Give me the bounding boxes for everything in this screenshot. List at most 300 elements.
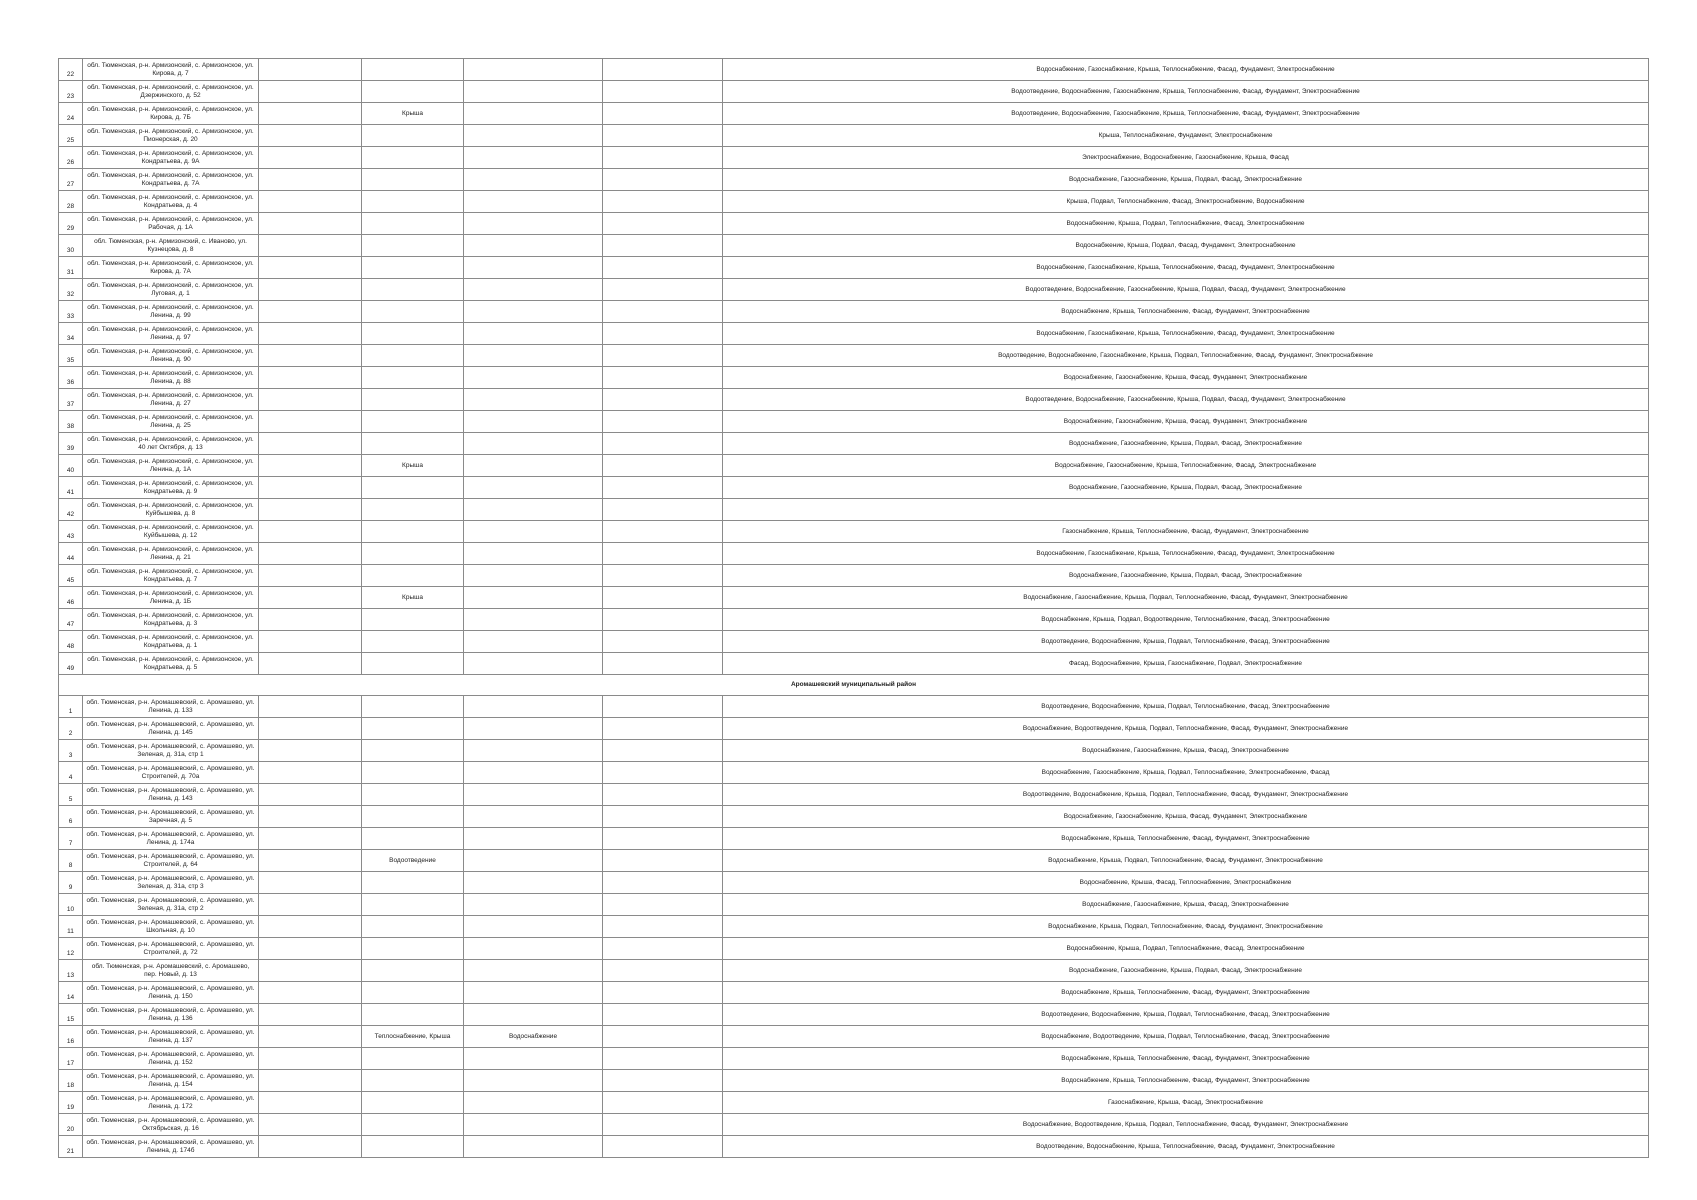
column-5-cell bbox=[464, 301, 603, 323]
address-cell: обл. Тюменская, р-н. Армизонский, с. Армизонское, ул. Кондратьева, д. 7А bbox=[83, 169, 259, 191]
row-number-cell: 16 bbox=[59, 1026, 83, 1048]
address-cell: обл. Тюменская, р-н. Армизонский, с. Армизонское, ул. Ленина, д. 1Б bbox=[83, 587, 259, 609]
table-row bbox=[59, 784, 1649, 806]
table-row bbox=[59, 389, 1649, 411]
column-6-cell bbox=[603, 1070, 723, 1092]
address-cell: обл. Тюменская, р-н. Аромашевский, с. Аромашево, ул. Ленина, д. 136 bbox=[83, 1004, 259, 1026]
column-3-cell bbox=[259, 103, 362, 125]
column-5-cell bbox=[464, 367, 603, 389]
address-cell: обл. Тюменская, р-н. Армизонский, с. Армизонское, ул. Кондратьева, д. 3 bbox=[83, 609, 259, 631]
column-3-cell bbox=[259, 1048, 362, 1070]
address-cell: обл. Тюменская, р-н. Армизонский, с. Армизонское, ул. Кондратьева, д. 1 bbox=[83, 631, 259, 653]
column-4-cell: Водоотведение bbox=[362, 850, 464, 872]
table-row bbox=[59, 1114, 1649, 1136]
table-row bbox=[59, 828, 1649, 850]
column-5-cell bbox=[464, 653, 603, 675]
table-row bbox=[59, 543, 1649, 565]
table-row bbox=[59, 235, 1649, 257]
table-row bbox=[59, 81, 1649, 103]
table-row bbox=[59, 125, 1649, 147]
column-6-cell bbox=[603, 411, 723, 433]
column-4-cell: Крыша bbox=[362, 455, 464, 477]
address-cell: обл. Тюменская, р-н. Армизонский, с. Армизонское, ул. Дзержинского, д. 52 bbox=[83, 81, 259, 103]
column-6-cell bbox=[603, 301, 723, 323]
column-3-cell bbox=[259, 257, 362, 279]
column-5-cell bbox=[464, 543, 603, 565]
column-5-cell bbox=[464, 323, 603, 345]
row-number-cell: 9 bbox=[59, 872, 83, 894]
row-number-cell: 41 bbox=[59, 477, 83, 499]
column-3-cell bbox=[259, 125, 362, 147]
column-4-cell bbox=[362, 894, 464, 916]
table-row bbox=[59, 872, 1649, 894]
address-cell: обл. Тюменская, р-н. Армизонский, с. Армизонское, ул. Кирова, д. 7Б bbox=[83, 103, 259, 125]
column-6-cell bbox=[603, 631, 723, 653]
address-cell: обл. Тюменская, р-н. Армизонский, с. Армизонское, ул. Кирова, д. 7 bbox=[83, 59, 259, 81]
address-cell: обл. Тюменская, р-н. Аромашевский, с. Аромашево, ул. Ленина, д. 172 bbox=[83, 1092, 259, 1114]
column-3-cell bbox=[259, 806, 362, 828]
column-6-cell bbox=[603, 147, 723, 169]
table-row bbox=[59, 345, 1649, 367]
work-types-cell: Водоотведение, Водоснабжение, Газоснабжение, Крыша, Теплоснабжение, Фасад, Фундамент, Электроснабжение bbox=[723, 103, 1649, 125]
address-cell: обл. Тюменская, р-н. Аромашевский, с. Аромашево, ул. Ленина, д. 137 bbox=[83, 1026, 259, 1048]
table-row bbox=[59, 411, 1649, 433]
column-5-cell bbox=[464, 1004, 603, 1026]
column-6-cell bbox=[603, 191, 723, 213]
table-row bbox=[59, 894, 1649, 916]
column-5-cell bbox=[464, 433, 603, 455]
row-number-cell: 35 bbox=[59, 345, 83, 367]
column-6-cell bbox=[603, 784, 723, 806]
table-row bbox=[59, 1004, 1649, 1026]
table-row bbox=[59, 762, 1649, 784]
column-6-cell bbox=[603, 1114, 723, 1136]
table-row bbox=[59, 455, 1649, 477]
column-4-cell bbox=[362, 631, 464, 653]
column-6-cell bbox=[603, 323, 723, 345]
section-header-row bbox=[59, 675, 1649, 696]
column-6-cell bbox=[603, 125, 723, 147]
address-cell: обл. Тюменская, р-н. Аромашевский, с. Аромашево, ул. Ленина, д. 133 bbox=[83, 696, 259, 718]
address-cell: обл. Тюменская, р-н. Аромашевский, с. Аромашево, ул. Строителей, д. 64 bbox=[83, 850, 259, 872]
column-5-cell bbox=[464, 784, 603, 806]
column-3-cell bbox=[259, 850, 362, 872]
work-types-cell: Водоснабжение, Газоснабжение, Крыша, Теплоснабжение, Фасад, Фундамент, Электроснабжение bbox=[723, 257, 1649, 279]
column-5-cell bbox=[464, 257, 603, 279]
column-4-cell bbox=[362, 718, 464, 740]
row-number-cell: 7 bbox=[59, 828, 83, 850]
column-6-cell bbox=[603, 521, 723, 543]
row-number-cell: 2 bbox=[59, 718, 83, 740]
address-cell: обл. Тюменская, р-н. Аромашевский, с. Аромашево, ул. Ленина, д. 143 bbox=[83, 784, 259, 806]
work-types-cell: Водоснабжение, Газоснабжение, Крыша, Фасад, Фундамент, Электроснабжение bbox=[723, 411, 1649, 433]
column-3-cell bbox=[259, 499, 362, 521]
column-5-cell bbox=[464, 59, 603, 81]
column-6-cell bbox=[603, 1048, 723, 1070]
address-cell: обл. Тюменская, р-н. Аромашевский, с. Аромашево, ул. Школьная, д. 10 bbox=[83, 916, 259, 938]
address-cell: обл. Тюменская, р-н. Армизонский, с. Армизонское, ул. Кондратьева, д. 9 bbox=[83, 477, 259, 499]
row-number-cell: 31 bbox=[59, 257, 83, 279]
column-5-cell bbox=[464, 1070, 603, 1092]
column-6-cell bbox=[603, 103, 723, 125]
work-types-cell: Водоотведение, Водоснабжение, Крыша, Подвал, Теплоснабжение, Фасад, Фундамент, Электроснабжение bbox=[723, 784, 1649, 806]
column-6-cell bbox=[603, 960, 723, 982]
work-types-cell: Водоотведение, Водоснабжение, Крыша, Подвал, Теплоснабжение, Фасад, Электроснабжение bbox=[723, 1004, 1649, 1026]
column-4-cell bbox=[362, 1004, 464, 1026]
column-3-cell bbox=[259, 213, 362, 235]
row-number-cell: 46 bbox=[59, 587, 83, 609]
column-6-cell bbox=[603, 367, 723, 389]
column-6-cell bbox=[603, 565, 723, 587]
column-6-cell bbox=[603, 894, 723, 916]
column-6-cell bbox=[603, 1136, 723, 1158]
column-4-cell bbox=[362, 1070, 464, 1092]
column-4-cell bbox=[362, 740, 464, 762]
address-cell: обл. Тюменская, р-н. Армизонский, с. Армизонское, ул. Луговая, д. 1 bbox=[83, 279, 259, 301]
column-3-cell bbox=[259, 938, 362, 960]
column-3-cell bbox=[259, 916, 362, 938]
column-6-cell bbox=[603, 696, 723, 718]
column-6-cell bbox=[603, 279, 723, 301]
work-types-cell: Водоснабжение, Газоснабжение, Крыша, Подвал, Фасад, Электроснабжение bbox=[723, 477, 1649, 499]
column-3-cell bbox=[259, 1114, 362, 1136]
column-3-cell bbox=[259, 960, 362, 982]
column-6-cell bbox=[603, 455, 723, 477]
column-4-cell bbox=[362, 389, 464, 411]
column-3-cell bbox=[259, 872, 362, 894]
address-cell: обл. Тюменская, р-н. Армизонский, с. Армизонское, ул. Ленина, д. 1А bbox=[83, 455, 259, 477]
work-types-cell: Водоотведение, Водоснабжение, Крыша, Теплоснабжение, Фасад, Фундамент, Электроснабжение bbox=[723, 1136, 1649, 1158]
table-row bbox=[59, 433, 1649, 455]
column-6-cell bbox=[603, 872, 723, 894]
column-4-cell bbox=[362, 235, 464, 257]
column-6-cell bbox=[603, 1026, 723, 1048]
column-3-cell bbox=[259, 411, 362, 433]
column-5-cell bbox=[464, 587, 603, 609]
work-types-cell: Водоотведение, Водоснабжение, Газоснабжение, Крыша, Подвал, Фасад, Фундамент, Электроснабжение bbox=[723, 389, 1649, 411]
address-cell: обл. Тюменская, р-н. Армизонский, с. Армизонское, ул. Кондратьева, д. 4 bbox=[83, 191, 259, 213]
table-row bbox=[59, 718, 1649, 740]
column-3-cell bbox=[259, 631, 362, 653]
column-6-cell bbox=[603, 477, 723, 499]
row-number-cell: 18 bbox=[59, 1070, 83, 1092]
work-types-cell: Водоснабжение, Крыша, Теплоснабжение, Фасад, Фундамент, Электроснабжение bbox=[723, 1048, 1649, 1070]
column-6-cell bbox=[603, 1004, 723, 1026]
table-row bbox=[59, 499, 1649, 521]
work-types-cell: Фасад, Водоснабжение, Крыша, Газоснабжение, Подвал, Электроснабжение bbox=[723, 653, 1649, 675]
work-types-cell: Водоотведение, Водоснабжение, Газоснабжение, Крыша, Теплоснабжение, Фасад, Фундамент, Электроснабжение bbox=[723, 81, 1649, 103]
row-number-cell: 38 bbox=[59, 411, 83, 433]
column-5-cell bbox=[464, 191, 603, 213]
row-number-cell: 40 bbox=[59, 455, 83, 477]
work-types-cell: Крыша, Теплоснабжение, Фундамент, Электроснабжение bbox=[723, 125, 1649, 147]
work-types-cell: Водоснабжение, Газоснабжение, Крыша, Теплоснабжение, Фасад, Фундамент, Электроснабжение bbox=[723, 323, 1649, 345]
address-cell: обл. Тюменская, р-н. Армизонский, с. Армизонское, ул. Пионерская, д. 20 bbox=[83, 125, 259, 147]
row-number-cell: 13 bbox=[59, 960, 83, 982]
work-types-cell: Водоснабжение, Газоснабжение, Крыша, Подвал, Теплоснабжение, Электроснабжение, Фасад bbox=[723, 762, 1649, 784]
work-types-cell: Водоснабжение, Крыша, Подвал, Водоотведение, Теплоснабжение, Фасад, Электроснабжение bbox=[723, 609, 1649, 631]
row-number-cell: 44 bbox=[59, 543, 83, 565]
row-number-cell: 14 bbox=[59, 982, 83, 1004]
work-types-cell: Водоснабжение, Крыша, Подвал, Теплоснабжение, Фасад, Фундамент, Электроснабжение bbox=[723, 916, 1649, 938]
column-6-cell bbox=[603, 740, 723, 762]
work-types-cell: Водоснабжение, Газоснабжение, Крыша, Подвал, Фасад, Электроснабжение bbox=[723, 169, 1649, 191]
work-types-cell: Водоснабжение, Крыша, Подвал, Теплоснабжение, Фасад, Электроснабжение bbox=[723, 938, 1649, 960]
address-cell: обл. Тюменская, р-н. Аромашевский, с. Аромашево, ул. Зеленая, д. 31а, стр 2 bbox=[83, 894, 259, 916]
work-types-cell: Водоснабжение, Крыша, Подвал, Фасад, Фундамент, Электроснабжение bbox=[723, 235, 1649, 257]
column-3-cell bbox=[259, 279, 362, 301]
column-4-cell bbox=[362, 169, 464, 191]
column-5-cell bbox=[464, 235, 603, 257]
column-3-cell bbox=[259, 169, 362, 191]
column-5-cell bbox=[464, 696, 603, 718]
column-6-cell bbox=[603, 828, 723, 850]
column-6-cell bbox=[603, 609, 723, 631]
address-cell: обл. Тюменская, р-н. Армизонский, с. Армизонское, ул. Кирова, д. 7А bbox=[83, 257, 259, 279]
address-cell: обл. Тюменская, р-н. Аромашевский, с. Аромашево, ул. Ленина, д. 174б bbox=[83, 1136, 259, 1158]
table-row bbox=[59, 213, 1649, 235]
address-cell: обл. Тюменская, р-н. Армизонский, с. Армизонское, ул. Кондратьева, д. 5 bbox=[83, 653, 259, 675]
column-6-cell bbox=[603, 850, 723, 872]
work-types-cell: Водоснабжение, Крыша, Теплоснабжение, Фасад, Фундамент, Электроснабжение bbox=[723, 301, 1649, 323]
address-cell: обл. Тюменская, р-н. Аромашевский, с. Аромашево, ул. Зеленая, д. 31а, стр 1 bbox=[83, 740, 259, 762]
column-4-cell bbox=[362, 565, 464, 587]
address-cell: обл. Тюменская, р-н. Армизонский, с. Иваново, ул. Кузнецова, д. 8 bbox=[83, 235, 259, 257]
work-types-cell: Водоснабжение, Крыша, Подвал, Теплоснабжение, Фасад, Фундамент, Электроснабжение bbox=[723, 850, 1649, 872]
column-3-cell bbox=[259, 59, 362, 81]
work-types-cell: Водоснабжение, Газоснабжение, Крыша, Теплоснабжение, Фасад, Фундамент, Электроснабжение bbox=[723, 543, 1649, 565]
column-5-cell bbox=[464, 938, 603, 960]
row-number-cell: 12 bbox=[59, 938, 83, 960]
column-3-cell bbox=[259, 828, 362, 850]
address-cell: обл. Тюменская, р-н. Армизонский, с. Армизонское, ул. Рабочая, д. 1А bbox=[83, 213, 259, 235]
address-cell: обл. Тюменская, р-н. Армизонский, с. Армизонское, ул. Куйбышева, д. 12 bbox=[83, 521, 259, 543]
column-4-cell bbox=[362, 345, 464, 367]
column-4-cell bbox=[362, 696, 464, 718]
column-4-cell bbox=[362, 806, 464, 828]
table-row bbox=[59, 191, 1649, 213]
column-5-cell bbox=[464, 1114, 603, 1136]
address-cell: обл. Тюменская, р-н. Аромашевский, с. Аромашево, ул. Зеленая, д. 31а, стр 3 bbox=[83, 872, 259, 894]
row-number-cell: 33 bbox=[59, 301, 83, 323]
address-cell: обл. Тюменская, р-н. Армизонский, с. Армизонское, ул. Ленина, д. 90 bbox=[83, 345, 259, 367]
column-4-cell bbox=[362, 609, 464, 631]
row-number-cell: 15 bbox=[59, 1004, 83, 1026]
table-row bbox=[59, 59, 1649, 81]
column-4-cell bbox=[362, 543, 464, 565]
column-5-cell bbox=[464, 1136, 603, 1158]
column-3-cell bbox=[259, 433, 362, 455]
row-number-cell: 1 bbox=[59, 696, 83, 718]
column-4-cell: Теплоснабжение, Крыша bbox=[362, 1026, 464, 1048]
address-cell: обл. Тюменская, р-н. Армизонский, с. Армизонское, ул. Ленина, д. 27 bbox=[83, 389, 259, 411]
column-3-cell bbox=[259, 367, 362, 389]
table-row bbox=[59, 169, 1649, 191]
column-3-cell bbox=[259, 323, 362, 345]
column-5-cell bbox=[464, 169, 603, 191]
work-types-cell: Водоснабжение, Крыша, Фасад, Теплоснабжение, Электроснабжение bbox=[723, 872, 1649, 894]
repair-schedule-table bbox=[58, 58, 1649, 1158]
column-6-cell bbox=[603, 345, 723, 367]
work-types-cell bbox=[723, 499, 1649, 521]
column-5-cell bbox=[464, 982, 603, 1004]
column-3-cell bbox=[259, 389, 362, 411]
column-4-cell bbox=[362, 125, 464, 147]
column-4-cell bbox=[362, 367, 464, 389]
column-4-cell bbox=[362, 279, 464, 301]
row-number-cell: 36 bbox=[59, 367, 83, 389]
work-types-cell: Водоотведение, Водоснабжение, Крыша, Подвал, Теплоснабжение, Фасад, Электроснабжение bbox=[723, 696, 1649, 718]
row-number-cell: 47 bbox=[59, 609, 83, 631]
row-number-cell: 34 bbox=[59, 323, 83, 345]
column-4-cell bbox=[362, 762, 464, 784]
column-4-cell bbox=[362, 59, 464, 81]
address-cell: обл. Тюменская, р-н. Армизонский, с. Армизонское, ул. Ленина, д. 21 bbox=[83, 543, 259, 565]
column-5-cell bbox=[464, 740, 603, 762]
column-5-cell bbox=[464, 872, 603, 894]
row-number-cell: 42 bbox=[59, 499, 83, 521]
column-5-cell bbox=[464, 762, 603, 784]
row-number-cell: 10 bbox=[59, 894, 83, 916]
column-5-cell bbox=[464, 806, 603, 828]
column-5-cell bbox=[464, 1048, 603, 1070]
work-types-cell: Водоснабжение, Крыша, Теплоснабжение, Фасад, Фундамент, Электроснабжение bbox=[723, 828, 1649, 850]
table-row bbox=[59, 1048, 1649, 1070]
work-types-cell: Газоснабжение, Крыша, Теплоснабжение, Фасад, Фундамент, Электроснабжение bbox=[723, 521, 1649, 543]
column-5-cell bbox=[464, 213, 603, 235]
column-4-cell bbox=[362, 521, 464, 543]
column-6-cell bbox=[603, 543, 723, 565]
address-cell: обл. Тюменская, р-н. Армизонский, с. Армизонское, ул. Кондратьева, д. 9А bbox=[83, 147, 259, 169]
section-title: Аромашевский муниципальный район bbox=[59, 675, 1649, 696]
column-5-cell bbox=[464, 631, 603, 653]
row-number-cell: 29 bbox=[59, 213, 83, 235]
column-3-cell bbox=[259, 653, 362, 675]
column-4-cell bbox=[362, 828, 464, 850]
column-3-cell bbox=[259, 609, 362, 631]
address-cell: обл. Тюменская, р-н. Аромашевский, с. Аромашево, ул. Ленина, д. 154 bbox=[83, 1070, 259, 1092]
column-3-cell bbox=[259, 235, 362, 257]
work-types-cell: Водоотведение, Водоснабжение, Крыша, Подвал, Теплоснабжение, Фасад, Электроснабжение bbox=[723, 631, 1649, 653]
column-4-cell bbox=[362, 411, 464, 433]
work-types-cell: Водоснабжение, Газоснабжение, Крыша, Подвал, Фасад, Электроснабжение bbox=[723, 960, 1649, 982]
column-3-cell bbox=[259, 982, 362, 1004]
work-types-cell: Электроснабжение, Водоснабжение, Газоснабжение, Крыша, Фасад bbox=[723, 147, 1649, 169]
column-6-cell bbox=[603, 433, 723, 455]
column-4-cell bbox=[362, 1048, 464, 1070]
address-cell: обл. Тюменская, р-н. Аромашевский, с. Аромашево, ул. Заречная, д. 5 bbox=[83, 806, 259, 828]
column-5-cell bbox=[464, 565, 603, 587]
table-row bbox=[59, 696, 1649, 718]
column-5-cell bbox=[464, 389, 603, 411]
row-number-cell: 45 bbox=[59, 565, 83, 587]
row-number-cell: 22 bbox=[59, 59, 83, 81]
table-row bbox=[59, 477, 1649, 499]
address-cell: обл. Тюменская, р-н. Армизонский, с. Армизонское, ул. Ленина, д. 88 bbox=[83, 367, 259, 389]
table-row bbox=[59, 609, 1649, 631]
column-5-cell bbox=[464, 609, 603, 631]
work-types-cell: Водоснабжение, Крыша, Подвал, Теплоснабжение, Фасад, Электроснабжение bbox=[723, 213, 1649, 235]
column-4-cell bbox=[362, 433, 464, 455]
column-6-cell bbox=[603, 587, 723, 609]
table-row bbox=[59, 257, 1649, 279]
column-5-cell bbox=[464, 147, 603, 169]
column-6-cell bbox=[603, 1092, 723, 1114]
row-number-cell: 25 bbox=[59, 125, 83, 147]
work-types-cell: Крыша, Подвал, Теплоснабжение, Фасад, Электроснабжение, Водоснабжение bbox=[723, 191, 1649, 213]
column-4-cell bbox=[362, 872, 464, 894]
work-types-cell: Водоснабжение, Газоснабжение, Крыша, Фасад, Фундамент, Электроснабжение bbox=[723, 367, 1649, 389]
work-types-cell: Водоотведение, Водоснабжение, Газоснабжение, Крыша, Подвал, Теплоснабжение, Фасад, Фундамент, Электроснабжение bbox=[723, 345, 1649, 367]
column-3-cell bbox=[259, 1070, 362, 1092]
row-number-cell: 19 bbox=[59, 1092, 83, 1114]
table-row bbox=[59, 1092, 1649, 1114]
column-4-cell bbox=[362, 257, 464, 279]
column-3-cell bbox=[259, 147, 362, 169]
work-types-cell: Водоснабжение, Газоснабжение, Крыша, Фасад, Электроснабжение bbox=[723, 894, 1649, 916]
table-row bbox=[59, 631, 1649, 653]
work-types-cell: Водоснабжение, Газоснабжение, Крыша, Подвал, Теплоснабжение, Фасад, Фундамент, Электроснабжение bbox=[723, 587, 1649, 609]
column-6-cell bbox=[603, 938, 723, 960]
row-number-cell: 43 bbox=[59, 521, 83, 543]
column-6-cell bbox=[603, 213, 723, 235]
column-5-cell bbox=[464, 894, 603, 916]
column-4-cell bbox=[362, 301, 464, 323]
table-row bbox=[59, 1026, 1649, 1048]
column-3-cell bbox=[259, 543, 362, 565]
address-cell: обл. Тюменская, р-н. Аромашевский, с. Аромашево, ул. Ленина, д. 152 bbox=[83, 1048, 259, 1070]
table-row bbox=[59, 565, 1649, 587]
column-4-cell bbox=[362, 938, 464, 960]
row-number-cell: 6 bbox=[59, 806, 83, 828]
work-types-cell: Водоотведение, Водоснабжение, Газоснабжение, Крыша, Подвал, Фасад, Фундамент, Электроснабжение bbox=[723, 279, 1649, 301]
table-row bbox=[59, 367, 1649, 389]
address-cell: обл. Тюменская, р-н. Аромашевский, с. Аромашево, ул. Октябрьская, д. 16 bbox=[83, 1114, 259, 1136]
column-3-cell bbox=[259, 762, 362, 784]
column-4-cell bbox=[362, 1114, 464, 1136]
column-6-cell bbox=[603, 762, 723, 784]
row-number-cell: 20 bbox=[59, 1114, 83, 1136]
column-3-cell bbox=[259, 696, 362, 718]
column-4-cell: Крыша bbox=[362, 587, 464, 609]
column-3-cell bbox=[259, 740, 362, 762]
column-4-cell bbox=[362, 213, 464, 235]
row-number-cell: 32 bbox=[59, 279, 83, 301]
row-number-cell: 8 bbox=[59, 850, 83, 872]
table-row bbox=[59, 323, 1649, 345]
column-6-cell bbox=[603, 718, 723, 740]
column-6-cell bbox=[603, 916, 723, 938]
work-types-cell: Водоснабжение, Газоснабжение, Крыша, Подвал, Фасад, Электроснабжение bbox=[723, 433, 1649, 455]
column-5-cell bbox=[464, 916, 603, 938]
column-3-cell bbox=[259, 784, 362, 806]
column-6-cell bbox=[603, 389, 723, 411]
column-4-cell bbox=[362, 784, 464, 806]
column-4-cell bbox=[362, 982, 464, 1004]
column-5-cell bbox=[464, 411, 603, 433]
row-number-cell: 23 bbox=[59, 81, 83, 103]
work-types-cell: Водоснабжение, Крыша, Теплоснабжение, Фасад, Фундамент, Электроснабжение bbox=[723, 982, 1649, 1004]
column-5-cell bbox=[464, 521, 603, 543]
table-row bbox=[59, 587, 1649, 609]
column-5-cell bbox=[464, 477, 603, 499]
column-5-cell bbox=[464, 455, 603, 477]
row-number-cell: 37 bbox=[59, 389, 83, 411]
address-cell: обл. Тюменская, р-н. Аромашевский, с. Аромашево, ул. Строителей, д. 72 bbox=[83, 938, 259, 960]
column-5-cell bbox=[464, 1092, 603, 1114]
work-types-cell: Водоснабжение, Водоотведение, Крыша, Подвал, Теплоснабжение, Фасад, Фундамент, Электроснабжение bbox=[723, 718, 1649, 740]
address-cell: обл. Тюменская, р-н. Аромашевский, с. Аромашево, ул. Ленина, д. 145 bbox=[83, 718, 259, 740]
